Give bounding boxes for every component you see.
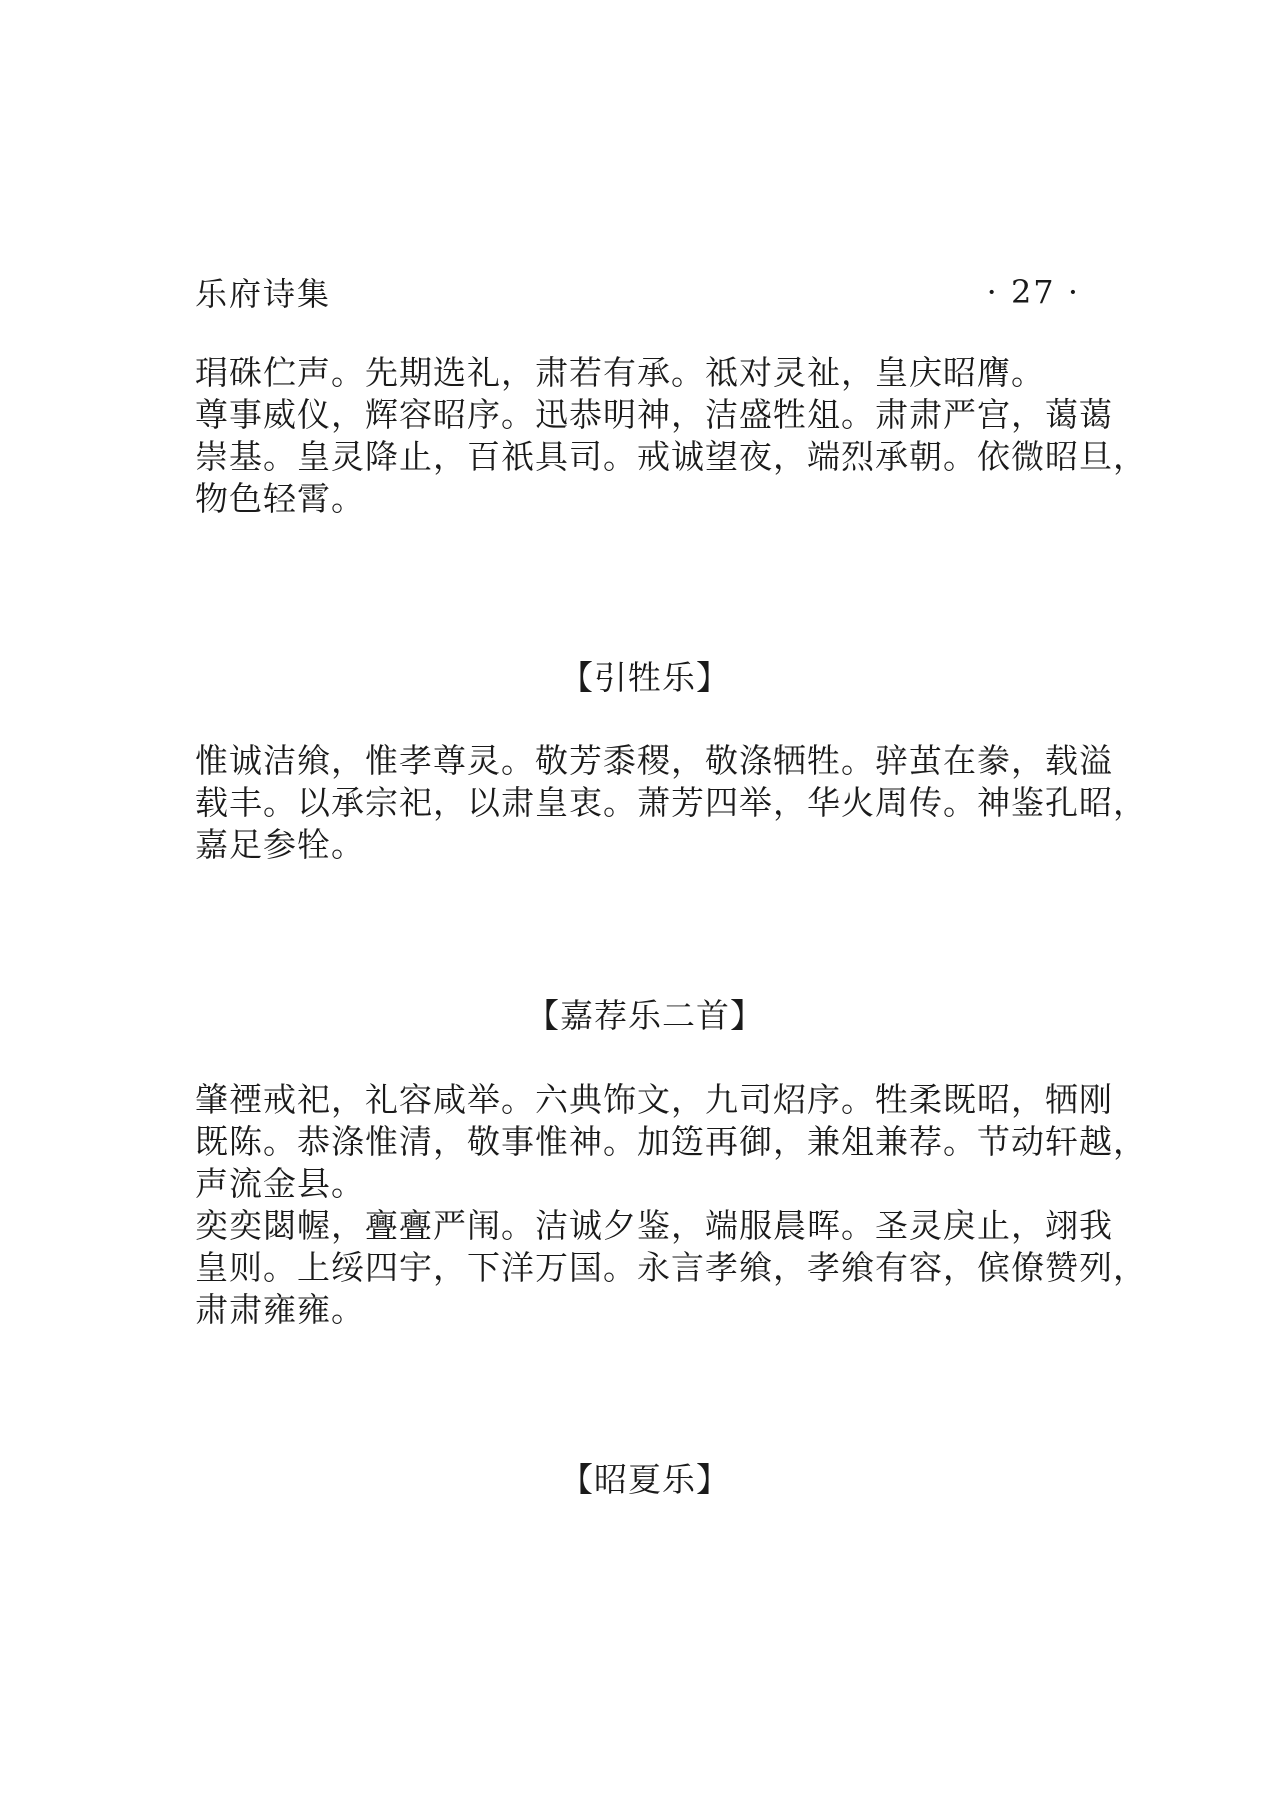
text-line: 惟诚洁飨，惟孝尊灵。敬芳黍稷，敬涤牺牲。骍茧在豢，载溢 bbox=[195, 741, 1113, 780]
text-line: 皇则。上绥四宇，下洋万国。永言孝飨，孝飨有容，傧僚赞列， bbox=[195, 1248, 1147, 1287]
text-line: 琄硃伫声。先期选礼，肃若有承。祗对灵祉，皇庆昭膺。 bbox=[195, 353, 1045, 392]
running-header bbox=[195, 270, 1080, 314]
text-line: 嘉足参牷。 bbox=[195, 825, 365, 864]
text-line: 既陈。恭涤惟清，敬事惟神。加笾再御，兼俎兼荐。节动轩越， bbox=[195, 1122, 1147, 1161]
text-line: 肇禋戒祀，礼容咸举。六典饰文，九司炤序。牲柔既昭，牺刚 bbox=[195, 1080, 1113, 1119]
text-line: 载丰。以承宗祀，以肃皇衷。萧芳四举，华火周传。神鉴孔昭， bbox=[195, 783, 1147, 822]
poem-block-continued bbox=[195, 352, 1147, 520]
text-line: 奕奕閟幄，亹亹严闱。洁诚夕鉴，端服晨晖。圣灵戾止，翊我 bbox=[195, 1206, 1113, 1245]
poem-block-jiajian bbox=[195, 1079, 1147, 1331]
text-line: 物色轻霄。 bbox=[195, 479, 365, 518]
section-heading-jiajian: 【嘉荐乐二首】 bbox=[526, 996, 764, 1035]
text-line: 尊事威仪，辉容昭序。迅恭明神，洁盛牲俎。肃肃严宫，蔼蔼 bbox=[195, 395, 1113, 434]
text-line: 声流金县。 bbox=[195, 1164, 365, 1203]
text-line: 肃肃雍雍。 bbox=[195, 1290, 365, 1329]
page-number: · 27 · bbox=[986, 273, 1080, 311]
text-line: 崇基。皇灵降止，百祇具司。戒诚望夜，端烈承朝。依微昭旦， bbox=[195, 437, 1147, 476]
section-heading-yinsheng: 【引牲乐】 bbox=[560, 658, 730, 697]
poem-block-yinsheng bbox=[195, 740, 1147, 866]
book-title: 乐府诗集 bbox=[195, 275, 332, 313]
section-heading-zhaoxia: 【昭夏乐】 bbox=[560, 1460, 730, 1499]
